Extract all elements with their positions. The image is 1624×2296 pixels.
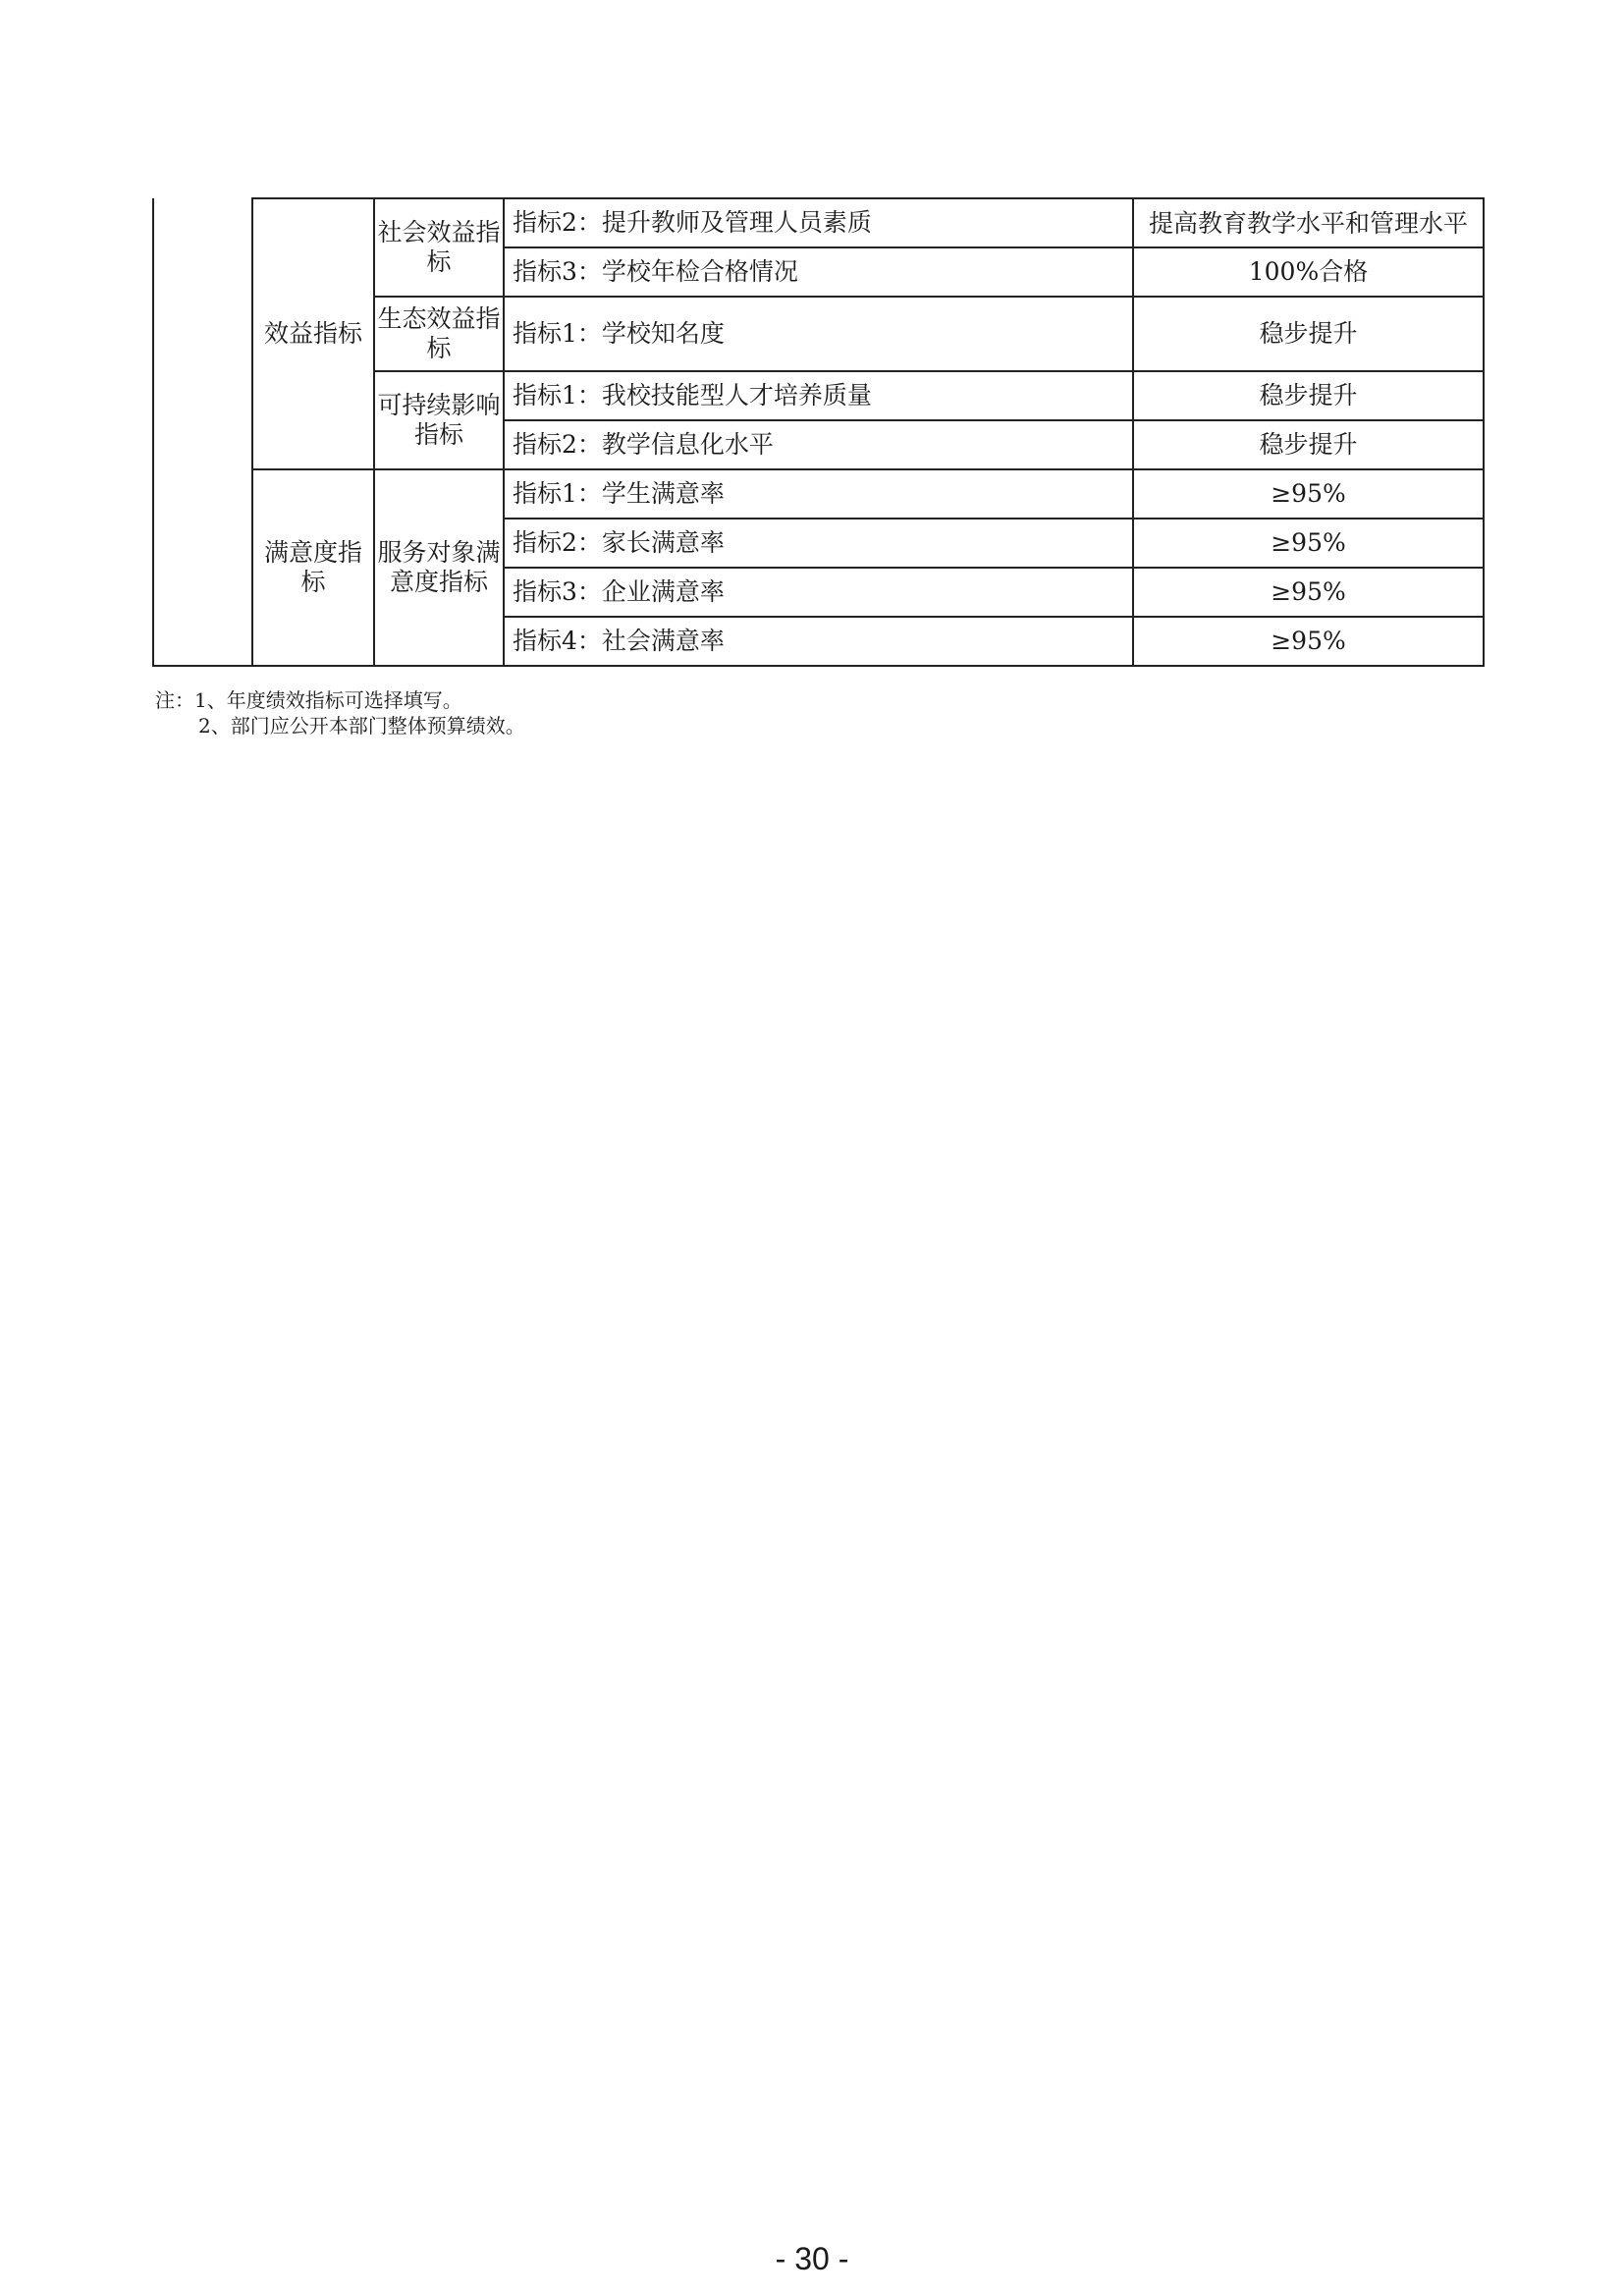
target-value-cell: ≥95% — [1133, 617, 1484, 666]
ecological-benefit-subcategory-cell: 生态效益指标 — [374, 297, 504, 371]
target-value-cell: 稳步提升 — [1133, 297, 1484, 371]
first-level-indicator-cell — [153, 198, 252, 666]
target-value-cell: ≥95% — [1133, 568, 1484, 617]
indicator-cell: 指标2：提升教师及管理人员素质 — [504, 198, 1133, 247]
social-benefit-subcategory-cell: 社会效益指标 — [374, 198, 504, 297]
indicator-cell: 指标3：学校年检合格情况 — [504, 247, 1133, 297]
table-notes — [155, 687, 525, 738]
indicator-cell: 指标1：我校技能型人才培养质量 — [504, 371, 1133, 420]
service-object-satisfaction-subcategory-cell: 服务对象满意度指标 — [374, 469, 504, 666]
indicator-cell: 指标1：学校知名度 — [504, 297, 1133, 371]
sustainable-impact-subcategory-cell: 可持续影响指标 — [374, 371, 504, 469]
page-number: - 30 - — [775, 2241, 849, 2276]
performance-indicator-table — [152, 197, 1485, 667]
target-value-cell: 提高教育教学水平和管理水平 — [1133, 198, 1484, 247]
benefit-category-cell: 效益指标 — [252, 198, 374, 469]
target-value-cell: ≥95% — [1133, 469, 1484, 519]
satisfaction-category-cell: 满意度指标 — [252, 469, 374, 666]
note-line-2: 2、部门应公开本部门整体预算绩效。 — [198, 714, 525, 738]
indicator-cell: 指标2：教学信息化水平 — [504, 420, 1133, 469]
target-value-cell: 稳步提升 — [1133, 420, 1484, 469]
indicator-cell: 指标3：企业满意率 — [504, 568, 1133, 617]
indicator-cell: 指标4：社会满意率 — [504, 617, 1133, 666]
target-value-cell: 稳步提升 — [1133, 371, 1484, 420]
note-line-1: 注：1、年度绩效指标可选择填写。 — [155, 688, 462, 712]
target-value-cell: 100%合格 — [1133, 247, 1484, 297]
indicator-cell: 指标2：家长满意率 — [504, 519, 1133, 568]
indicator-cell: 指标1：学生满意率 — [504, 469, 1133, 519]
target-value-cell: ≥95% — [1133, 519, 1484, 568]
